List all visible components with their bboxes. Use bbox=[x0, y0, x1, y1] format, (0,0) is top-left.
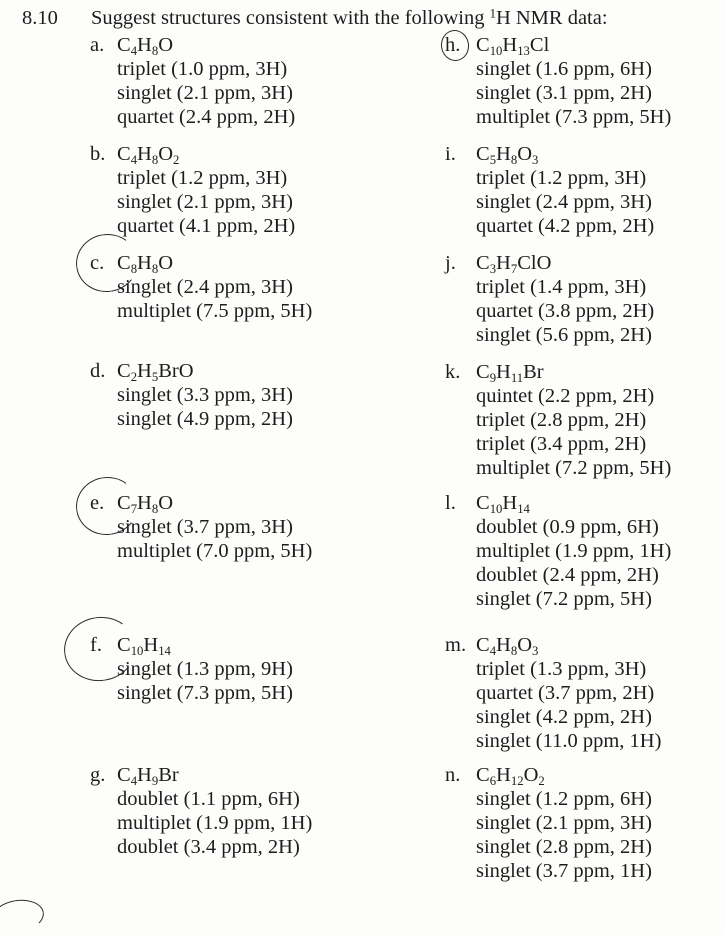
nmr-peak: singlet (3.3 ppm, 3H) bbox=[117, 384, 293, 406]
problem-i-header bbox=[445, 142, 538, 166]
nmr-peak: triplet (1.3 ppm, 3H) bbox=[476, 658, 647, 680]
molecular-formula: $C_2H_5BrO$ bbox=[117, 360, 194, 385]
problem-e-header bbox=[90, 491, 173, 515]
molecular-formula: $C_4H_8O$ bbox=[117, 34, 174, 59]
nmr-peak: doublet (3.4 ppm, 2H) bbox=[117, 836, 300, 858]
nmr-peak: triplet (1.2 ppm, 3H) bbox=[117, 167, 288, 189]
nmr-peak: singlet (1.2 ppm, 6H) bbox=[476, 788, 652, 810]
nmr-peak: multiplet (1.9 ppm, 1H) bbox=[117, 812, 313, 834]
nmr-peak: triplet (1.2 ppm, 3H) bbox=[476, 167, 647, 189]
problem-h-header bbox=[445, 33, 549, 57]
nmr-peak: triplet (2.8 ppm, 2H) bbox=[476, 409, 647, 431]
nmr-peak: triplet (3.4 ppm, 2H) bbox=[476, 433, 647, 455]
nmr-peak: singlet (3.7 ppm, 1H) bbox=[476, 860, 652, 882]
nmr-peak: singlet (2.1 ppm, 3H) bbox=[117, 82, 293, 104]
nmr-peak: singlet (7.2 ppm, 5H) bbox=[476, 588, 652, 610]
nmr-peak: doublet (1.1 ppm, 6H) bbox=[117, 788, 300, 810]
nmr-peak: quartet (3.8 ppm, 2H) bbox=[476, 300, 655, 322]
problem-b-header bbox=[90, 142, 179, 166]
instruction-superscript: 1 bbox=[489, 6, 496, 21]
nmr-peak: multiplet (7.2 ppm, 5H) bbox=[476, 457, 672, 479]
molecular-formula: $C_{10}H_{14}$ bbox=[476, 492, 530, 517]
nmr-peak: singlet (1.3 ppm, 9H) bbox=[117, 658, 293, 680]
problem-l-header bbox=[445, 491, 530, 515]
problem-label: j. bbox=[445, 252, 456, 274]
molecular-formula: $C_5H_8O_3$ bbox=[476, 143, 539, 168]
instruction-post: H NMR data: bbox=[495, 7, 608, 29]
problem-label: f. bbox=[90, 634, 102, 656]
nmr-peak: singlet (4.2 ppm, 2H) bbox=[476, 706, 652, 728]
molecular-formula: $C_4H_8O_2$ bbox=[117, 143, 180, 168]
nmr-peak: singlet (11.0 ppm, 1H) bbox=[476, 730, 662, 752]
nmr-peak: quartet (4.2 ppm, 2H) bbox=[476, 215, 655, 237]
nmr-peak: multiplet (7.0 ppm, 5H) bbox=[117, 540, 313, 562]
nmr-peak: singlet (2.8 ppm, 2H) bbox=[476, 836, 652, 858]
problem-d-header bbox=[90, 359, 194, 383]
problem-g-header bbox=[90, 763, 179, 787]
problem-label: i. bbox=[445, 143, 456, 165]
problem-label: k. bbox=[445, 361, 461, 383]
molecular-formula: $C_6H_{12}O_2$ bbox=[476, 764, 545, 789]
problem-label: h. bbox=[445, 34, 461, 56]
problem-label: b. bbox=[90, 143, 106, 165]
nmr-peak: triplet (1.0 ppm, 3H) bbox=[117, 58, 288, 80]
problem-instruction bbox=[91, 6, 608, 30]
nmr-peak: multiplet (1.9 ppm, 1H) bbox=[476, 540, 672, 562]
problem-f-header bbox=[90, 633, 171, 657]
problem-n-header bbox=[445, 763, 545, 787]
nmr-peak: singlet (1.6 ppm, 6H) bbox=[476, 58, 652, 80]
problem-label: e. bbox=[90, 492, 105, 514]
problem-label: d. bbox=[90, 360, 106, 382]
nmr-peak: multiplet (7.3 ppm, 5H) bbox=[476, 106, 672, 128]
nmr-peak: multiplet (7.5 ppm, 5H) bbox=[117, 300, 313, 322]
instruction-pre: Suggest structures consistent with the following bbox=[91, 7, 490, 29]
problem-label: n. bbox=[445, 764, 461, 786]
nmr-peak: quartet (4.1 ppm, 2H) bbox=[117, 215, 296, 237]
molecular-formula: $C_{10}H_{13}Cl$ bbox=[476, 34, 550, 59]
molecular-formula: $C_4H_8O_3$ bbox=[476, 634, 539, 659]
problem-label: g. bbox=[90, 764, 106, 786]
nmr-peak: singlet (2.4 ppm, 3H) bbox=[476, 191, 652, 213]
nmr-peak: quartet (2.4 ppm, 2H) bbox=[117, 106, 296, 128]
handdrawn-circle-bottom bbox=[0, 897, 46, 935]
problem-label: m. bbox=[445, 634, 467, 656]
problem-number: 8.10 bbox=[22, 7, 58, 29]
problem-label: l. bbox=[445, 492, 456, 514]
molecular-formula: $C_3H_7ClO$ bbox=[476, 252, 552, 277]
problem-j-header bbox=[445, 251, 551, 275]
nmr-peak: singlet (4.9 ppm, 2H) bbox=[117, 408, 293, 430]
problem-c-header bbox=[90, 251, 173, 275]
molecular-formula: $C_9H_{11}Br$ bbox=[476, 361, 544, 386]
nmr-peak: triplet (1.4 ppm, 3H) bbox=[476, 276, 647, 298]
molecular-formula: $C_8H_8O$ bbox=[117, 252, 174, 277]
nmr-peak: singlet (2.1 ppm, 3H) bbox=[476, 812, 652, 834]
nmr-peak: singlet (7.3 ppm, 5H) bbox=[117, 682, 293, 704]
nmr-peak: doublet (0.9 ppm, 6H) bbox=[476, 516, 659, 538]
nmr-peak: singlet (3.1 ppm, 2H) bbox=[476, 82, 652, 104]
nmr-peak: singlet (3.7 ppm, 3H) bbox=[117, 516, 293, 538]
nmr-peak: quintet (2.2 ppm, 2H) bbox=[476, 385, 655, 407]
nmr-peak: singlet (2.4 ppm, 3H) bbox=[117, 276, 293, 298]
problem-label: a. bbox=[90, 34, 105, 56]
nmr-peak: quartet (3.7 ppm, 2H) bbox=[476, 682, 655, 704]
molecular-formula: $C_4H_9Br$ bbox=[117, 764, 179, 789]
problem-m-header bbox=[445, 633, 538, 657]
nmr-peak: doublet (2.4 ppm, 2H) bbox=[476, 564, 659, 586]
nmr-peak: singlet (5.6 ppm, 2H) bbox=[476, 324, 652, 346]
problem-a-header bbox=[90, 33, 173, 57]
problem-k-header bbox=[445, 360, 544, 384]
problem-label: c. bbox=[90, 252, 105, 274]
molecular-formula: $C_{10}H_{14}$ bbox=[117, 634, 171, 659]
molecular-formula: $C_7H_8O$ bbox=[117, 492, 174, 517]
nmr-peak: singlet (2.1 ppm, 3H) bbox=[117, 191, 293, 213]
